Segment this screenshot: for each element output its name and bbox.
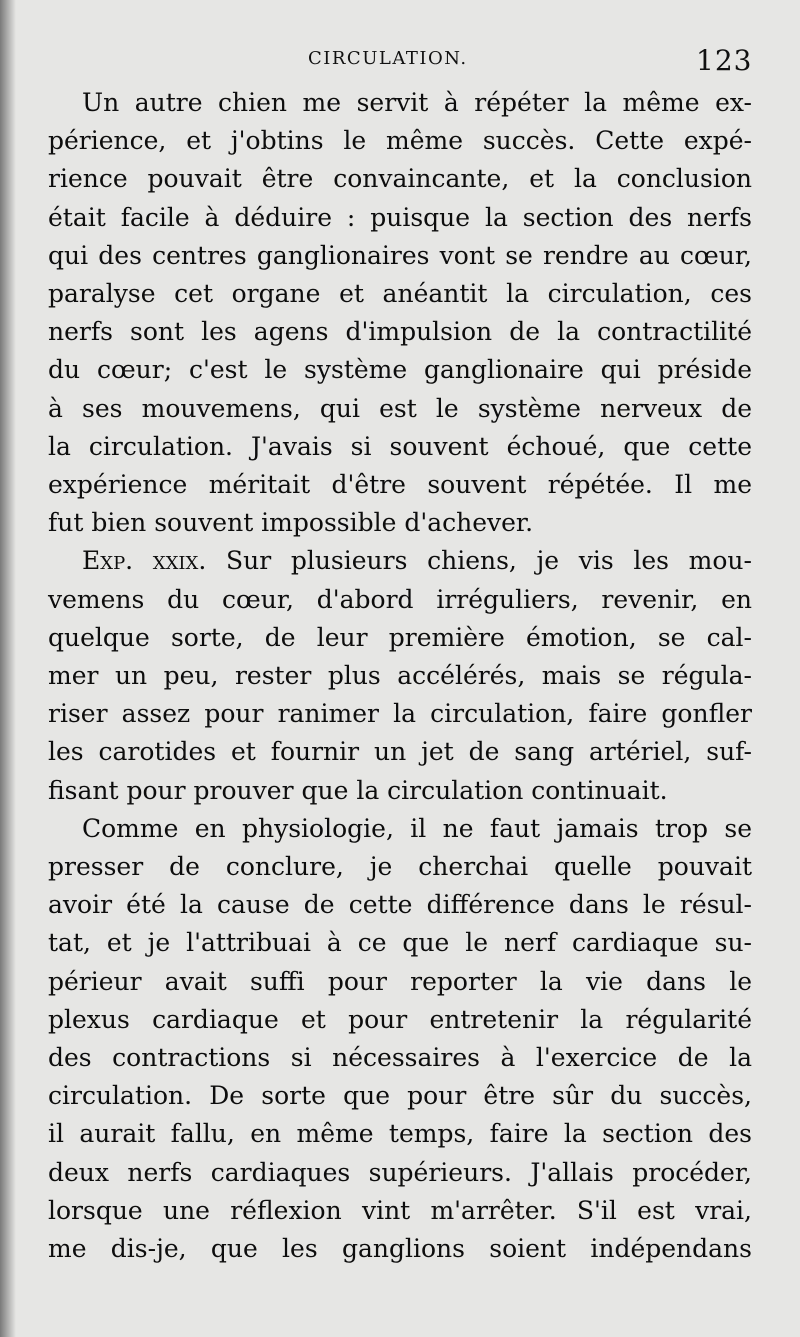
text-line: lorsque une réflexion vint m'arrêter. S'il est vrai, — [48, 1195, 752, 1225]
text-line: expérience méritait d'être souvent répétée. Il me — [48, 470, 752, 500]
text-line: plexus cardiaque et pour entretenir la régularité — [48, 1004, 752, 1034]
paragraph-1 — [48, 84, 752, 542]
paragraph-3 — [48, 810, 752, 1268]
text-line: riser assez pour ranimer la circulation, faire gonfler — [48, 699, 752, 729]
body-text — [48, 84, 752, 1268]
experiment-label: Exp. xxix. — [82, 546, 207, 576]
text-line: il aurait fallu, en même temps, faire la section des — [48, 1119, 752, 1149]
text-line — [48, 542, 752, 580]
text-line: la circulation. J'avais si souvent échoué, que cette — [48, 431, 752, 461]
text-line: deux nerfs cardiaques supérieurs. J'allais procéder, — [48, 1157, 752, 1187]
text-line: presser de conclure, je cherchai quelle pouvait — [48, 852, 752, 882]
text-line: périeur avait suffi pour reporter la vie dans le — [48, 966, 752, 996]
text-line: paralyse cet organe et anéantit la circulation, ces — [48, 279, 752, 309]
text-line: des contractions si nécessaires à l'exercice de la — [48, 1043, 752, 1073]
text-line: rience pouvait être convaincante, et la conclusion — [48, 164, 752, 194]
page-number: 123 — [696, 44, 753, 77]
text-line: tat, et je l'attribuai à ce que le nerf cardiaque su- — [48, 928, 752, 958]
paragraph-2 — [48, 542, 752, 809]
text-line: était facile à déduire : puisque la section des nerfs — [48, 202, 752, 232]
page-gutter-shadow — [0, 0, 16, 1337]
text-line: les carotides et fournir un jet de sang artériel, suf- — [48, 737, 752, 767]
text-line: quelque sorte, de leur première émotion, se cal- — [48, 622, 752, 652]
text-line: mer un peu, rester plus accélérés, mais se régula- — [48, 661, 752, 691]
running-head — [0, 44, 800, 76]
text-line: qui des centres ganglionaires vont se rendre au cœur, — [48, 240, 752, 270]
text-line: du cœur; c'est le système ganglionaire qui préside — [48, 355, 752, 385]
text-line: Un autre chien me servit à répéter la même ex- — [82, 88, 752, 117]
text-line: à ses mouvemens, qui est le système nerveux de — [48, 393, 752, 423]
text-line-rest: Sur plusieurs chiens, je vis les mou- — [206, 546, 752, 576]
text-line: fisant pour prouver que la circulation continuait. — [48, 775, 668, 805]
text-line: avoir été la cause de cette différence dans le résul- — [48, 890, 752, 920]
text-line: fut bien souvent impossible d'achever. — [48, 508, 534, 538]
text-line: Comme en physiologie, il ne faut jamais trop se — [82, 813, 752, 843]
text-line: circulation. De sorte que pour être sûr du succès, — [48, 1081, 752, 1111]
text-line: me dis-je, que les ganglions soient indépendans — [48, 1234, 752, 1264]
text-line: nerfs sont les agens d'impulsion de la contractilité — [48, 317, 752, 347]
text-line: vemens du cœur, d'abord irréguliers, revenir, en — [48, 584, 752, 614]
text-line: périence, et j'obtins le même succès. Cette expé- — [48, 126, 752, 156]
running-title: CIRCULATION. — [308, 48, 468, 69]
